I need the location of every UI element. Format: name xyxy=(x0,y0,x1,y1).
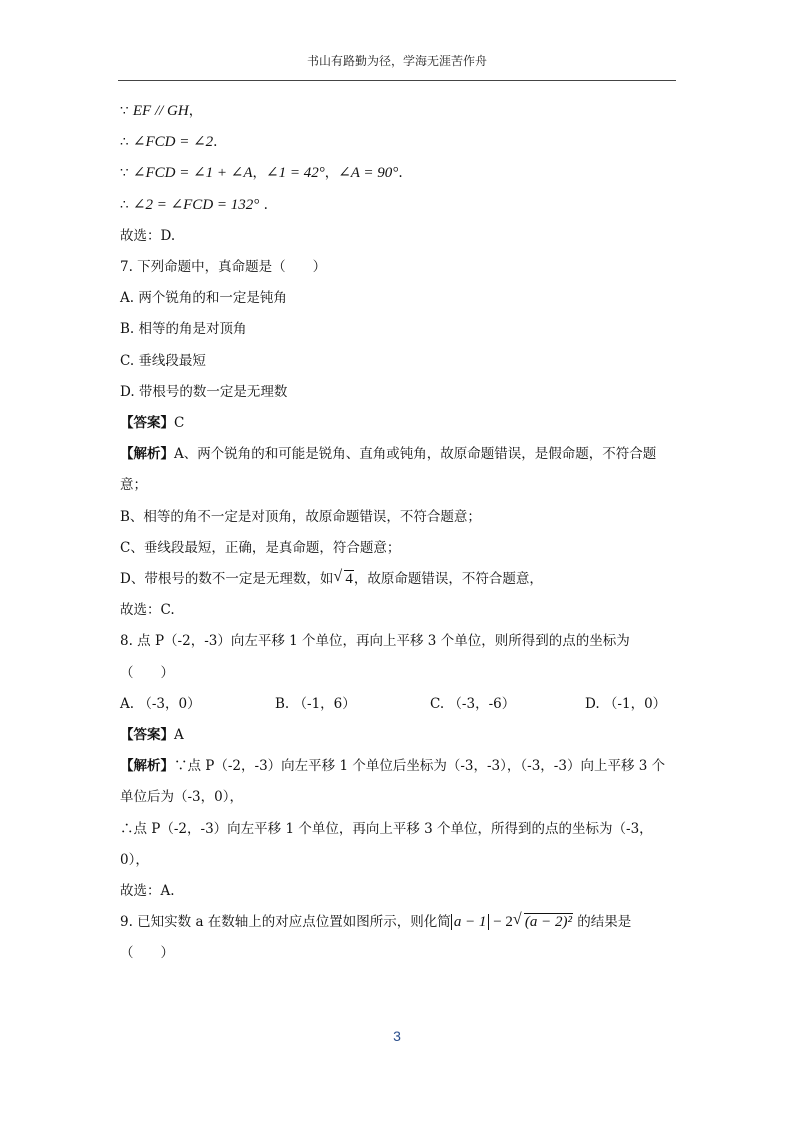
math-expression: ∠A = 90° xyxy=(338,165,399,182)
q7-analysis-c: C、垂线段最短，正确，是真命题，符合题意； xyxy=(120,539,401,556)
q8-option-b: B. （-1，6） xyxy=(275,695,356,712)
square-root: √ 4 xyxy=(333,564,354,595)
proof-line-1: ∵ EF // GH， xyxy=(120,103,203,119)
answer-label: 【答案】 xyxy=(120,415,174,432)
math-expression: ∠FCD = ∠1 + ∠A xyxy=(132,165,253,182)
q8-analysis-line3: ∴点 P（-2，-3）向左平移 1 个单位，再向上平移 3 个单位，所得到的点的坐标为（-3， xyxy=(120,820,653,837)
q9-stem: 9. 已知实数 a 在数轴上的对应点位置如图所示，则化简 a − 1 − 2 √ (a − 2)² 的结果是 xyxy=(120,907,676,938)
answer-value: C xyxy=(174,415,185,432)
answer-value: A xyxy=(174,727,184,744)
q8-stem-line2: （ ） xyxy=(120,664,174,681)
analysis-label: 【解析】 xyxy=(120,446,174,463)
math-expression: EF // GH xyxy=(132,103,189,119)
q7-answer xyxy=(120,408,676,439)
q8-option-d: D. （-1，0） xyxy=(585,695,667,712)
q7-analysis-a: 【解析】A、两个锐角的和可能是锐角、直角或钝角，故原命题错误，是假命题，不符合题意； xyxy=(120,446,657,494)
q8-answer xyxy=(120,720,676,751)
q7-option-d: D. 带根号的数一定是无理数 xyxy=(120,383,288,400)
math-expression: ∠1 = 42° xyxy=(266,165,325,182)
q8-option-c: C. （-3，-6） xyxy=(430,695,516,712)
page-header: 书山有路勤为径，学海无涯苦作舟 xyxy=(306,54,487,68)
conclusion-line: 故选：D. xyxy=(120,227,176,244)
proof-line-2: ∴ ∠FCD = ∠2. xyxy=(120,134,218,151)
square-root: √ (a − 2)² xyxy=(513,907,573,938)
math-expression: ∠2 = ∠FCD = 132° xyxy=(132,196,260,213)
radical-sign-icon: √ xyxy=(512,911,522,929)
q7-option-b: B. 相等的角是对顶角 xyxy=(120,321,247,338)
q7-analysis-d: D、带根号的数不一定是无理数，如 √ 4，故原命题错误，不符合题意， xyxy=(120,564,676,595)
proof-line-4: ∴ ∠2 = ∠FCD = 132° . xyxy=(120,196,268,213)
analysis-label: 【解析】 xyxy=(120,758,174,775)
q8-options xyxy=(120,689,676,720)
answer-label: 【答案】 xyxy=(120,727,174,744)
proof-line-3: ∵ ∠FCD = ∠1 + ∠A，∠1 = 42°，∠A = 90°. xyxy=(120,165,403,182)
q7-stem: 7. 下列命题中，真命题是（ ） xyxy=(120,259,327,276)
document-body xyxy=(120,96,676,970)
q7-option-a: A. 两个锐角的和一定是钝角 xyxy=(120,290,287,307)
q8-analysis-line1: 【解析】∵点 P（-2，-3）向左平移 1 个单位后坐标为（-3，-3），（-3，-3）向上平移 3 个 xyxy=(120,758,666,775)
q8-stem-line1: 8. 点 P（-2，-3）向左平移 1 个单位，再向上平移 3 个单位，则所得到的点的坐标为 xyxy=(120,633,630,650)
q7-analysis-b: B、相等的角不一定是对顶角，故原命题错误，不符合题意； xyxy=(120,508,481,525)
q8-conclusion: 故选：A. xyxy=(120,883,175,900)
header-divider xyxy=(118,80,676,81)
q8-option-a: A. （-3，0） xyxy=(120,695,201,712)
math-expression: ∠FCD = ∠2 xyxy=(132,134,214,151)
q9-stem-line2: （ ） xyxy=(120,945,174,962)
page-number: 3 xyxy=(393,1028,401,1044)
q7-option-c: C. 垂线段最短 xyxy=(120,352,206,369)
radical-sign-icon: √ xyxy=(333,568,343,586)
absolute-value: a − 1 xyxy=(451,914,490,930)
q8-analysis-line4: 0）， xyxy=(120,851,149,868)
q8-analysis-line2: 单位后为（-3，0）， xyxy=(120,789,243,806)
q7-conclusion: 故选：C. xyxy=(120,602,175,619)
